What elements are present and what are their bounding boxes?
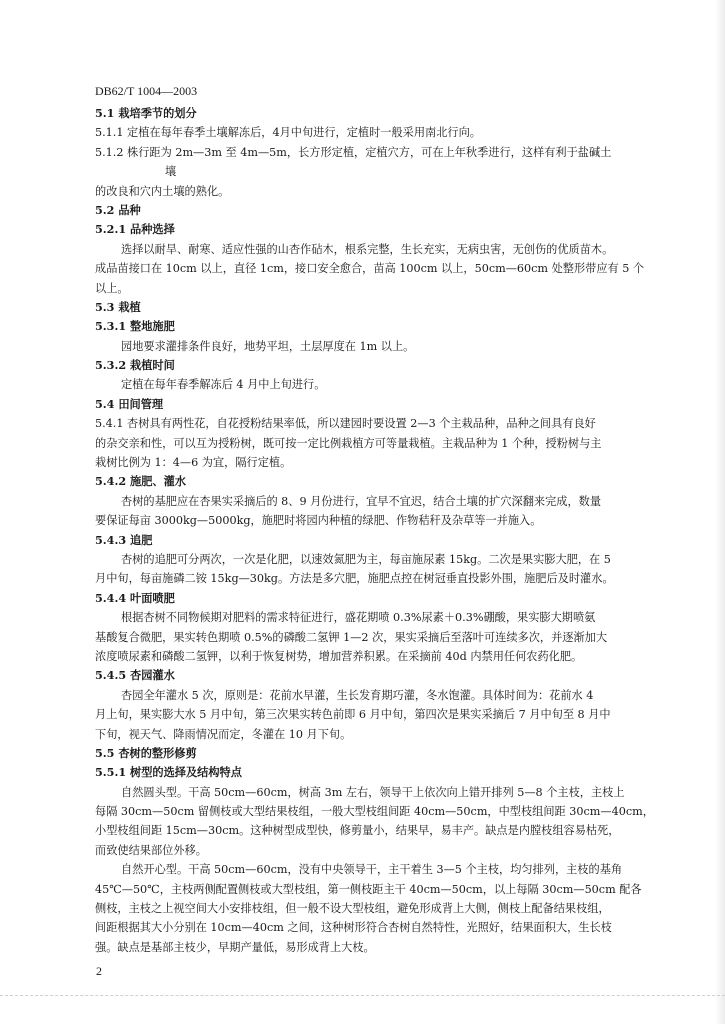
text-line: 月上旬，果实膨大水 5 月中旬，第三次果实转色前即 6 月中旬，第四次是果实采摘后 7 月中旬至 8 月中 xyxy=(95,708,611,722)
page-number: 2 xyxy=(96,964,102,978)
text-line: 要保证每亩 3000kg—5000kg，施肥时将园内种植的绿肥、作物秸秆及杂草等一并施入。 xyxy=(95,514,542,528)
text-line: 以上。 xyxy=(95,281,129,295)
text-line: 壤 xyxy=(165,165,177,179)
section-heading: 5.4 田间管理 xyxy=(95,396,164,411)
section-heading: 5.3 栽植 xyxy=(95,299,141,314)
text-line: 杏树的追肥可分两次，一次是化肥，以速效氮肥为主，每亩施尿素 15kg。二次是果实膨大肥，在 5 xyxy=(121,552,611,566)
text-line: 月中旬，每亩施磷二铵 15kg—30kg。方法是多穴肥，施肥点控在树冠垂直投影外围，施肥后及时灌水。 xyxy=(95,572,614,586)
text-line: 自然开心型。干高 50cm—60cm，没有中央领导干，主干着生 3—5 个主枝，均匀排列，主枝的基角 xyxy=(121,863,623,877)
section-heading: 5.4.4 叶面喷肥 xyxy=(95,590,175,605)
section-heading: 5.3.1 整地施肥 xyxy=(95,319,175,334)
section-heading: 5.4.3 追肥 xyxy=(95,532,153,547)
text-line: 杏园全年灌水 5 次，原则是：花前水早灌，生长发育期巧灌，冬水饱灌。具体时间为：花前水 4 xyxy=(121,688,594,702)
standard-code-header: DB62/T 1004—2003 xyxy=(95,84,198,98)
section-heading: 5.4.2 施肥、灌水 xyxy=(95,474,186,489)
text-line: 间距根据其大小分别在 10cm—40cm 之间，这种树形符合杏树自然特性，光照好，结果面积大，生长枝 xyxy=(95,921,612,935)
text-line: 强。缺点是基部主枝少，早期产量低，易形成背上大枝。 xyxy=(95,940,375,954)
text-line: 下旬，视天气、降雨情况而定，冬灌在 10 月下旬。 xyxy=(95,727,352,741)
section-heading: 5.5.1 树型的选择及结构特点 xyxy=(95,765,242,780)
text-line: 基酸复合微肥，果实转色期喷 0.5%的磷酸二氢钾 1—2 次，果实采摘后至落叶可连续多次，并逐渐加大 xyxy=(95,630,608,644)
scan-edge-shadow xyxy=(715,0,725,1024)
text-line: 园地要求灌排条件良好，地势平坦，土层厚度在 1m 以上。 xyxy=(121,339,415,353)
section-heading: 5.5 杏树的整形修剪 xyxy=(95,745,197,760)
section-heading: 5.4.5 杏园灌水 xyxy=(95,668,175,683)
scan-edge-line xyxy=(0,995,725,997)
text-line: 小型枝组间距 15cm—30cm。这种树型成型快，修剪量小，结果早，易丰产。缺点是内膛枝组容易枯死， xyxy=(95,824,620,838)
text-line: 的杂交亲和性，可以互为授粉树，既可按一定比例栽植方可等量栽植。主栽品种为 1 个种，授粉树与主 xyxy=(95,436,602,450)
text-line: 5.1.2 株行距为 2m—3m 至 4m—5m，长方形定植，定植穴方，可在上年秋季进行，这样有利于盐碱土 xyxy=(95,145,612,159)
text-line: 选择以耐旱、耐寒、适应性强的山杏作砧木，根系完整，生长充实，无病虫害，无创伤的优质苗木。 xyxy=(121,242,614,256)
text-line: 每隔 30cm—50cm 留侧枝或大型结果枝组，一般大型枝组间距 40cm—50cm，中型枝组间距 30cm—40cm， xyxy=(95,805,654,819)
text-line: 栽树比例为 1：4—6 为宜，隔行定植。 xyxy=(95,456,292,470)
text-line: 侧枝，主枝之上视空间大小安排枝组，但一般不设大型枝组，避免形成背上大侧，侧枝上配备结果枝组， xyxy=(95,902,610,916)
text-line: 的改良和穴内土壤的熟化。 xyxy=(95,184,230,198)
text-line: 根据杏树不同物候期对肥料的需求特征进行，盛花期喷 0.3%尿素＋0.3%硼酸，果实膨大期喷氨 xyxy=(121,611,596,625)
text-line: 杏树的基肥应在杏果实采摘后的 8、9 月份进行，宜早不宜迟，结合土壤的扩穴深翻来完成，数量 xyxy=(121,494,602,508)
text-line: 而致使结果部位外移。 xyxy=(95,843,207,857)
text-line: 定植在每年春季解冻后 4 月中上旬进行。 xyxy=(121,378,326,392)
section-heading: 5.1 栽培季节的划分 xyxy=(95,106,197,120)
section-heading: 5.3.2 栽植时间 xyxy=(95,358,175,373)
section-heading: 5.2 品种 xyxy=(95,202,141,217)
text-line: 45℃—50℃，主枝两侧配置侧枝或大型枝组，第一侧枝距主干 40cm—50cm，以上每隔 30cm—50cm 配各 xyxy=(95,882,642,896)
section-heading: 5.2.1 品种选择 xyxy=(95,222,175,237)
text-line: 成品苗接口在 10cm 以上，直径 1cm，接口安全愈合，苗高 100cm 以上，50cm—60cm 处整形带应有 5 个 xyxy=(95,262,645,276)
text-line: 5.1.1 定植在每年春季土壤解冻后，4月中旬进行，定植时一般采用南北行向。 xyxy=(95,126,481,140)
text-line: 浓度喷尿素和磷酸二氢钾，以利于恢复树势，增加营养积累。在采摘前 40d 内禁用任何农药化肥。 xyxy=(95,649,583,663)
body-text xyxy=(95,104,673,957)
text-line: 5.4.1 杏树具有两性花，自花授粉结果率低，所以建园时要设置 2—3 个主栽品种，品种之间具有良好 xyxy=(95,417,596,431)
text-line: 自然圆头型。干高 50cm—60cm，树高 3m 左右，领导干上依次向上错开排列 5—8 个主枝，主枝上 xyxy=(121,785,625,799)
